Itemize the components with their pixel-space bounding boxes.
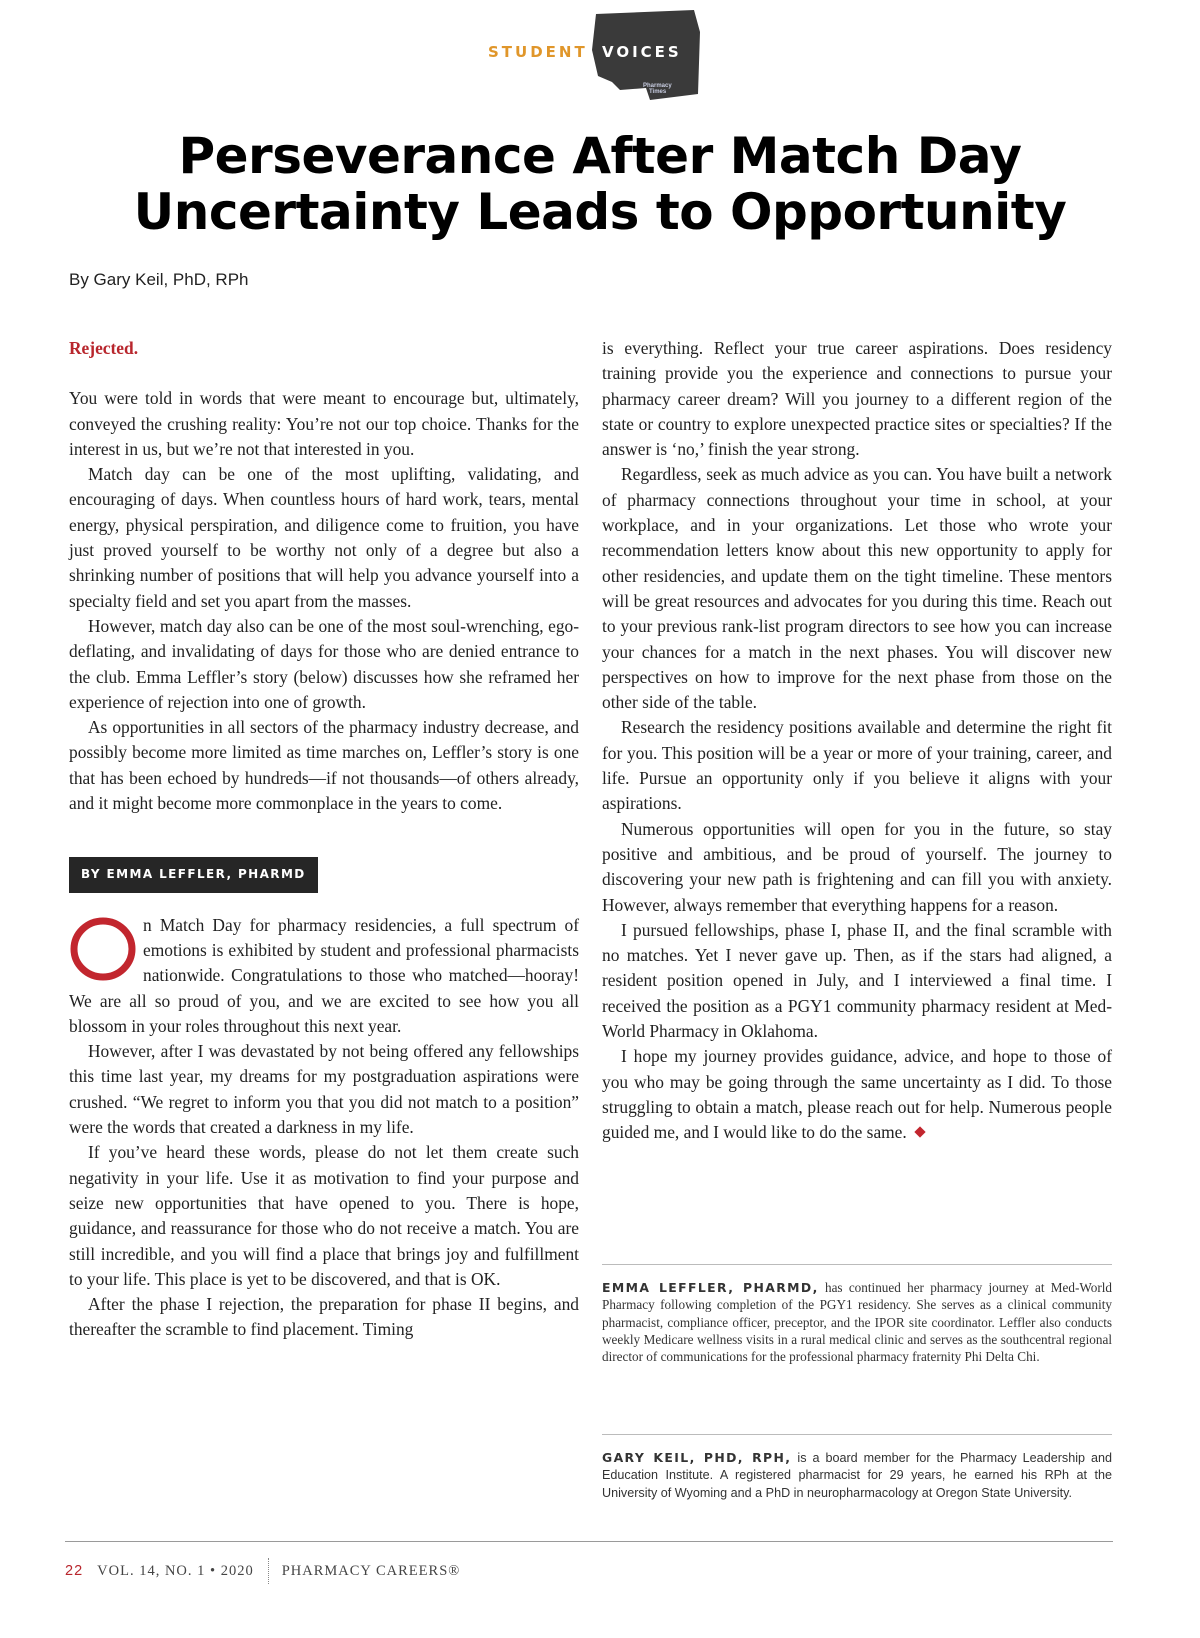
story-paragraph: Numerous opportunities will open for you in the future, so stay positive and ambitious, and be proud of yourself. The journey to discovering your new path is frightening and can fill you with anxiety. However, always remember that everything happens for a reason.	[602, 818, 1112, 915]
page-number: 22	[65, 1563, 84, 1579]
bio-keil-name: GARY KEIL, PHD, RPH,	[602, 1450, 792, 1465]
dropcap-o	[69, 915, 137, 981]
section-label-voices: VOICES	[602, 43, 682, 61]
story-paragraph: Research the residency positions available and determine the right fit for you. This position will be a year or more of your training, career, and life. Pursue an opportunity only if you believe it aligns with your aspirations.	[602, 717, 1112, 814]
bio-leffler-name: EMMA LEFFLER, PHARMD,	[602, 1280, 819, 1295]
publication-name: PHARMACY CAREERS®	[281, 1562, 461, 1579]
page-footer	[65, 1558, 460, 1584]
article-title-line-1: Perseverance After Match Day	[178, 127, 1022, 185]
story-paragraph: After the phase I rejection, the preparation for phase II begins, and thereafter the scramble to find placement. Timing	[69, 1294, 579, 1340]
issue-label: VOL. 14, NO. 1 • 2020	[97, 1562, 254, 1579]
article-byline: By Gary Keil, PhD, RPh	[69, 270, 249, 289]
author-tag: BY EMMA LEFFLER, PHARMD	[69, 857, 318, 892]
intro-lead: Rejected.	[69, 338, 139, 358]
section-badge	[488, 10, 710, 102]
footer-divider	[268, 1558, 269, 1584]
story-final-paragraph: I hope my journey provides guidance, advice, and hope to those of you who may be going through the same uncertainty as I did. To those struggling to obtain a match, please reach out for help. Numerous people guided me, and I would like to do the same.	[602, 1046, 1112, 1143]
intro-paragraph: As opportunities in all sectors of the pharmacy industry decrease, and possibly become more limited as time marches on, Leffler’s story is one that has been echoed by hundreds—if not thousands—of others already, and it might become more commonplace in the years to come.	[69, 717, 579, 814]
section-label-student: STUDENT	[488, 43, 588, 61]
intro-paragraph: You were told in words that were meant to encourage but, ultimately, conveyed the crushing reality: You’re not our top choice. Thanks for the interest in us, but we’re not that interested in you.	[69, 388, 579, 459]
story-paragraph: If you’ve heard these words, please do not let them create such negativity in your life. Use it as motivation to find your purpose and seize new opportunities that have opened to you. There is hope, guidance, and reassurance for those who do not receive a match. You are still incredible, and you will find a place that brings joy and fulfillment to your life. This place is yet to be discovered, and that is OK.	[69, 1142, 579, 1289]
left-column	[69, 336, 579, 1343]
bio-keil	[602, 1434, 1112, 1502]
intro-paragraph: However, match day also can be one of the most soul-wrenching, ego-deflating, and invalidating of days for those who are denied entrance to the club. Emma Leffler’s story (below) discusses how she reframed her experience of rejection into one of growth.	[69, 615, 579, 712]
story-paragraph: I pursued fellowships, phase I, phase II, and the final scramble with no matches. Yet I never gave up. Then, as if the stars had aligned, a resident position opened in July, and I interviewed a final time. I received the position as a PGY1 community pharmacy resident at Med-World Pharmacy in Oklahoma.	[602, 919, 1112, 1042]
end-mark-icon	[914, 1127, 925, 1138]
story-paragraph: However, after I was devastated by not being offered any fellowships this time last year, my dreams for my postgraduation aspirations were crushed. “We regret to inform you that you did not match to a position” were the words that created a darkness in my life.	[69, 1041, 579, 1138]
right-column	[602, 336, 1112, 1146]
article-title-line-2: Uncertainty Leads to Opportunity	[133, 183, 1067, 241]
story-first-paragraph	[69, 913, 579, 1039]
bio-leffler-text: has continued her pharmacy journey at Med-World Pharmacy following completion of the PGY1 residency. She serves as a clinical community pharmacist, compliance officer, preceptor, and the IPOR site coordinator. Leffler also conducts weekly Medicare wellness visits in a rural medical clinic and serves as the southcentral regional director of communications for the professional pharmacy fraternity Phi Delta Chi.	[602, 1280, 1112, 1365]
bio-leffler	[602, 1264, 1112, 1365]
intro-paragraph: Match day can be one of the most uplifting, validating, and encouraging of days. When countless hours of hard work, tears, mental energy, physical perspiration, and diligence come to fruition, you have just proved yourself to be worthy not only of a degree but also a shrinking number of positions that will help you advance yourself into a specialty field and set you apart from the masses.	[69, 464, 579, 611]
story-paragraph: Regardless, seek as much advice as you can. You have built a network of pharmacy connections throughout your time in school, at your workplace, and in your organizations. Let those who wrote your recommendation letters know about this new opportunity to apply for other residencies, and update them on the tight timeline. These mentors will be great resources and advocates for you during this time. Reach out to your previous rank-list program directors to see how you can increase your chances for a match in the next phases. You will discover new perspectives on how to improve for the next phase from those on the other side of the table.	[602, 464, 1112, 713]
footer-rule	[65, 1541, 1113, 1542]
article-title	[0, 128, 1200, 240]
story-paragraph-continued: is everything. Reflect your true career aspirations. Does residency training provide you the experience and connections to pursue your pharmacy career dream? Will you journey to a different region of the state or country to explore unexpected practice sites or specialties? If the answer is ‘no,’ finish the year strong.	[602, 338, 1112, 460]
brand-wordmark: Pharmacy Times	[643, 83, 672, 95]
bio-keil-text: is a board member for the Pharmacy Leadership and Education Institute. A registered pharmacist for 29 years, he earned his RPh at the University of Wyoming and a PhD in neuropharmacology at Oregon State University.	[602, 1451, 1112, 1500]
story-first-paragraph-text: n Match Day for pharmacy residencies, a full spectrum of emotions is exhibited by student and professional pharmacists nationwide. Congratulations to those who matched—hooray! We are all so proud of you, and we are excited to see how you all blossom in your roles throughout this next year.	[69, 914, 579, 1036]
